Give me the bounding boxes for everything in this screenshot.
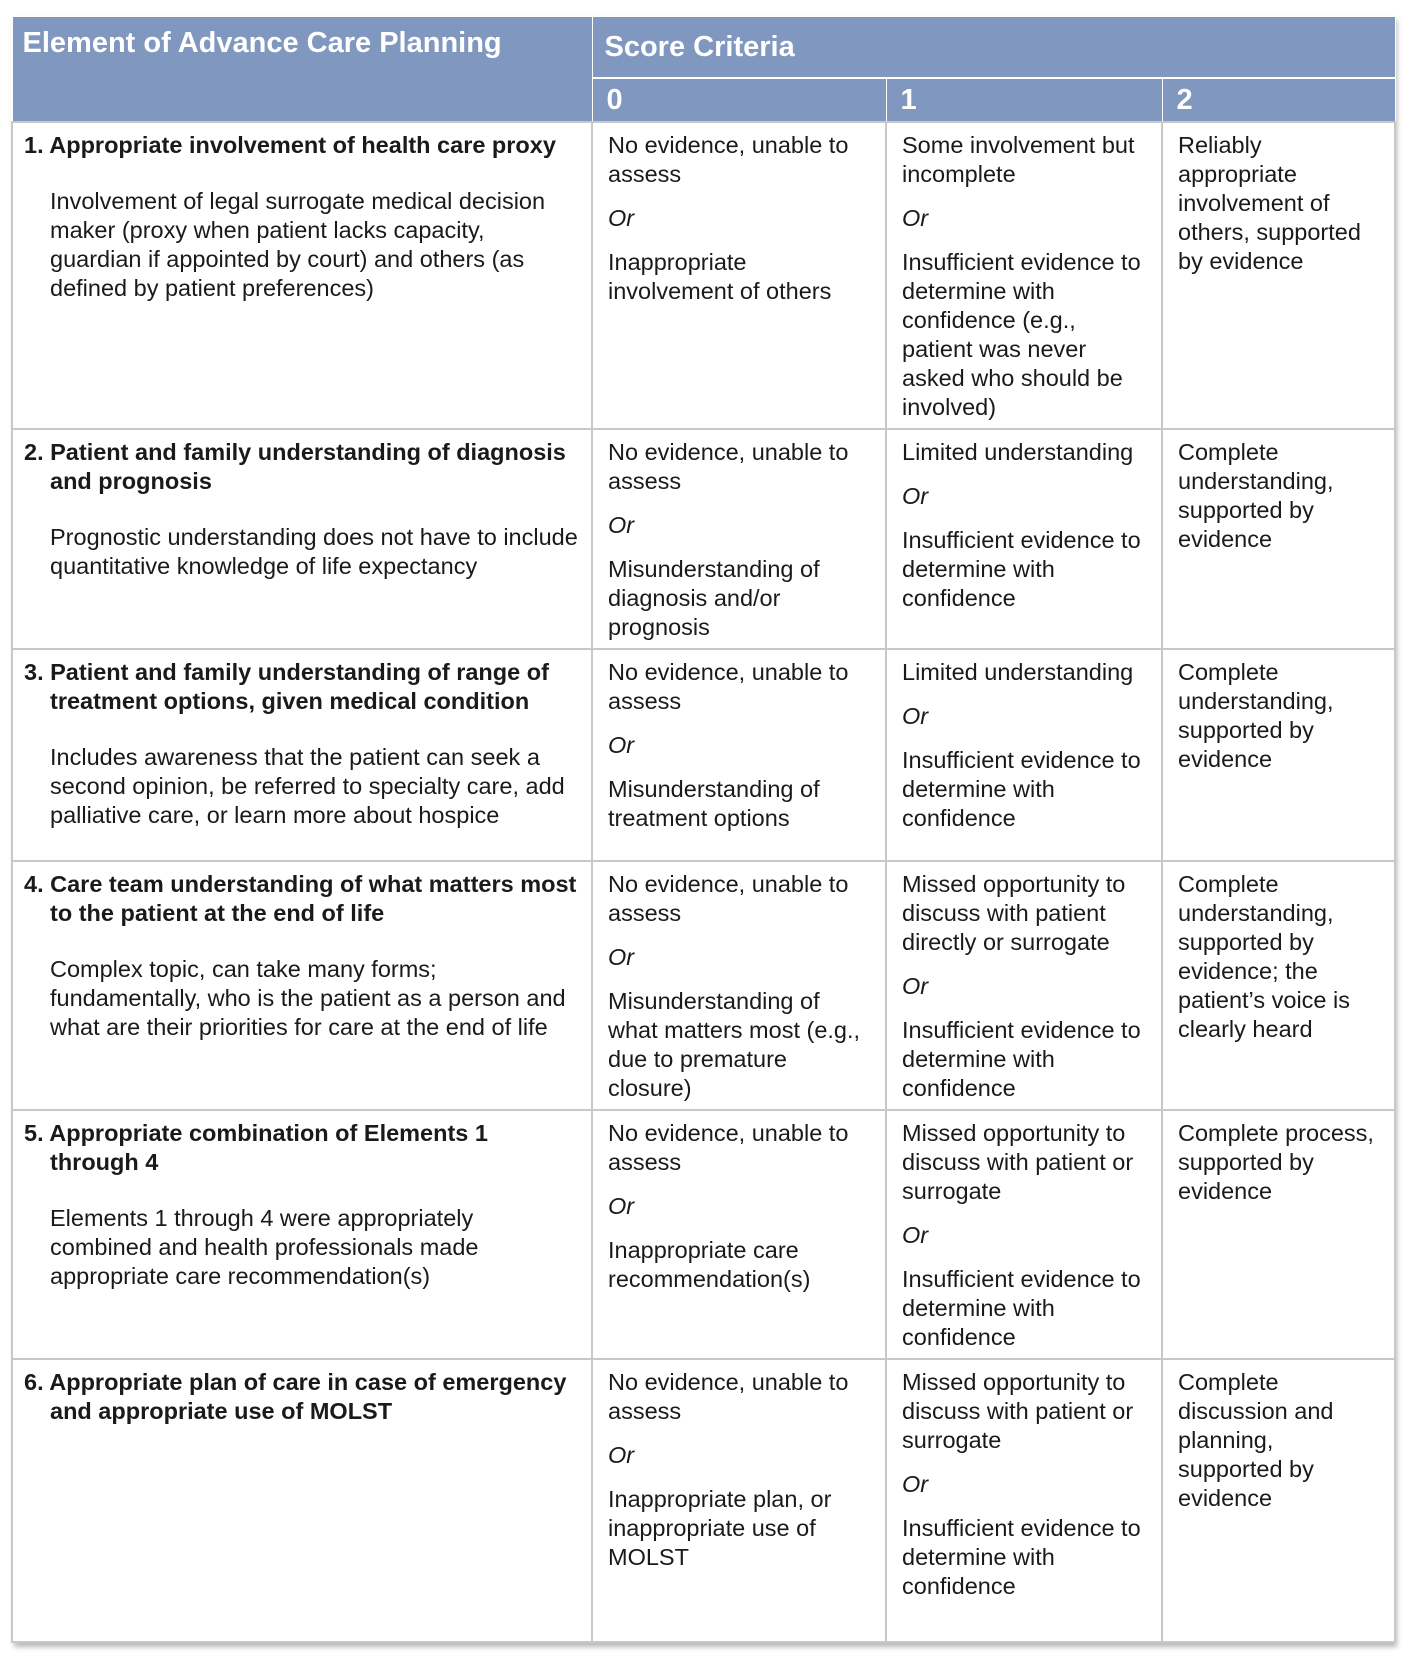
table-row (12, 861, 1395, 1110)
element-cell (12, 649, 592, 861)
score-0-cell (592, 649, 886, 861)
score-0-cell (592, 1110, 886, 1359)
element-description: Involvement of legal surrogate medical decision maker (proxy when patient lacks capacity, guardian if appointed by court) and others (as defined by patient preferences) (50, 188, 546, 301)
score-1-option: Missed opportunity to discuss with patient directly or surrogate (902, 871, 1126, 955)
score-1-option: Insufficient evidence to determine with confidence (902, 527, 1141, 611)
score-2-cell (1162, 1110, 1395, 1359)
score-1-cell (886, 1110, 1162, 1359)
score-0-option: Inappropriate involvement of others (608, 249, 832, 304)
score-0-option: Inappropriate care recommendation(s) (608, 1237, 811, 1292)
score-0-option: No evidence, unable to assess (608, 439, 849, 494)
or-separator: Or (608, 732, 635, 758)
score-0-cell (592, 861, 886, 1110)
score-1-cell (886, 861, 1162, 1110)
or-separator: Or (608, 512, 635, 538)
or-separator: Or (608, 944, 635, 970)
element-title: 1. Appropriate involvement of health care proxy (24, 132, 556, 158)
or-separator: Or (902, 483, 929, 509)
element-cell (12, 861, 592, 1110)
element-cell (12, 1359, 592, 1642)
score-criteria-header: Score Criteria (592, 17, 1395, 79)
table-row (12, 429, 1395, 649)
score-1-option: Insufficient evidence to determine with confidence (e.g., patient was never asked who should be involved) (902, 249, 1141, 420)
or-separator: Or (902, 205, 929, 231)
score-0-option: No evidence, unable to assess (608, 871, 849, 926)
or-separator: Or (902, 703, 929, 729)
or-separator: Or (608, 1193, 635, 1219)
score-2-cell (1162, 1359, 1395, 1642)
score-1-cell (886, 122, 1162, 429)
score-0-cell (592, 429, 886, 649)
element-title: 2. Patient and family understanding of diagnosis and prognosis (24, 439, 566, 494)
element-title: 4. Care team understanding of what matters most to the patient at the end of life (24, 871, 577, 926)
element-description: Prognostic understanding does not have to include quantitative knowledge of life expectancy (50, 524, 578, 579)
score-2-text: Complete understanding, supported by evidence (1178, 439, 1334, 552)
element-description: Complex topic, can take many forms; fundamentally, who is the patient as a person and what are their priorities for care at the end of life (50, 956, 566, 1040)
element-cell (12, 122, 592, 429)
score-2-cell (1162, 649, 1395, 861)
element-description: Elements 1 through 4 were appropriately combined and health professionals made appropriate care recommendation(s) (50, 1205, 479, 1289)
table-row (12, 1110, 1395, 1359)
score-0-option: Misunderstanding of diagnosis and/or prognosis (608, 556, 820, 640)
score-1-option: Insufficient evidence to determine with confidence (902, 1266, 1141, 1350)
score-0-option: No evidence, unable to assess (608, 1120, 849, 1175)
score-1-option: Insufficient evidence to determine with confidence (902, 1515, 1141, 1599)
score-2-cell (1162, 861, 1395, 1110)
score-1-cell (886, 429, 1162, 649)
score-1-option: Missed opportunity to discuss with patient or surrogate (902, 1369, 1134, 1453)
score-0-cell (592, 122, 886, 429)
table-header (12, 17, 1395, 123)
table-row (12, 649, 1395, 861)
or-separator: Or (902, 1471, 929, 1497)
score-1-option: Limited understanding (902, 439, 1134, 465)
score-0-option: Misunderstanding of treatment options (608, 776, 820, 831)
element-description: Includes awareness that the patient can seek a second opinion, be referred to specialty care, add palliative care, or learn more about hospice (50, 744, 565, 828)
score-0-option: Misunderstanding of what matters most (e.g., due to premature closure) (608, 988, 861, 1101)
score-2-cell (1162, 429, 1395, 649)
score-1-cell (886, 1359, 1162, 1642)
score-1-option: Limited understanding (902, 659, 1134, 685)
acp-scoring-table (11, 16, 1396, 1643)
score-0-option: No evidence, unable to assess (608, 659, 849, 714)
element-title: 3. Patient and family understanding of range of treatment options, given medical condition (24, 659, 549, 714)
or-separator: Or (902, 973, 929, 999)
score-0-option: No evidence, unable to assess (608, 1369, 849, 1424)
element-column-header: Element of Advance Care Planning (12, 17, 592, 123)
table-row (12, 1359, 1395, 1642)
score-1-option: Insufficient evidence to determine with confidence (902, 1017, 1141, 1101)
score-2-text: Complete discussion and planning, supported by evidence (1178, 1369, 1334, 1511)
score-1-option: Insufficient evidence to determine with confidence (902, 747, 1141, 831)
score-2-text: Complete understanding, supported by evidence (1178, 659, 1334, 772)
score-1-option: Missed opportunity to discuss with patient or surrogate (902, 1120, 1134, 1204)
score-0-option: Inappropriate plan, or inappropriate use of MOLST (608, 1486, 832, 1570)
element-title: 5. Appropriate combination of Elements 1 through 4 (24, 1120, 488, 1175)
or-separator: Or (608, 205, 635, 231)
score-2-cell (1162, 122, 1395, 429)
or-separator: Or (608, 1442, 635, 1468)
score-1-option: Some involvement but incomplete (902, 132, 1135, 187)
score-0-cell (592, 1359, 886, 1642)
score-2-text: Complete process, supported by evidence (1178, 1120, 1374, 1204)
score-2-text: Reliably appropriate involvement of others, supported by evidence (1178, 132, 1361, 274)
element-title: 6. Appropriate plan of care in case of emergency and appropriate use of MOLST (24, 1369, 567, 1424)
score-1-cell (886, 649, 1162, 861)
score-1-header: 1 (886, 78, 1162, 122)
element-cell (12, 1110, 592, 1359)
or-separator: Or (902, 1222, 929, 1248)
element-cell (12, 429, 592, 649)
score-0-option: No evidence, unable to assess (608, 132, 849, 187)
score-2-header: 2 (1162, 78, 1395, 122)
acp-scoring-table-container (11, 16, 1394, 1643)
table-body (12, 122, 1395, 1642)
score-2-text: Complete understanding, supported by evidence; the patient’s voice is clearly heard (1178, 871, 1350, 1042)
score-0-header: 0 (592, 78, 886, 122)
table-row (12, 122, 1395, 429)
